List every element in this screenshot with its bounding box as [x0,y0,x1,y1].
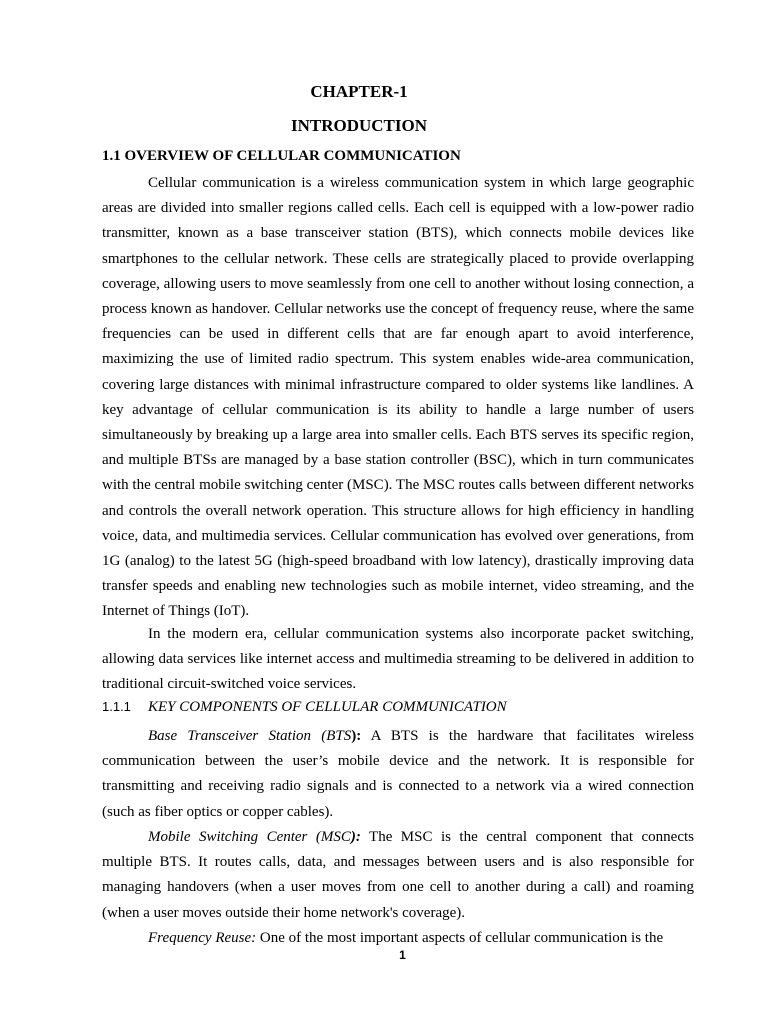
subsection-title: KEY COMPONENTS OF CELLULAR COMMUNICATION [148,699,507,715]
component-term: Base Transceiver Station (BTS [148,728,352,744]
chapter-title: INTRODUCTION [290,116,428,135]
paragraph-2-text: In the modern era, cellular communication systems also incorporate packet switching, allowing data services like internet access and multimedia streaming to be delivered in addition to traditional circuit-switched voice services. [102,626,694,693]
component-description: One of the most important aspects of cellular communication is the [256,930,664,946]
subsection-heading [102,699,507,716]
paragraph-modern-era [102,622,694,698]
component-separator: ): [351,728,362,744]
component-msc [102,825,694,926]
component-term: Mobile Switching Center (MSC [148,829,351,845]
component-term: Frequency Reuse: [148,930,257,946]
page-number: 1 [399,948,406,962]
component-description: A BTS is the hardware that facilitates wireless communication between the user’s mobile device and the network. It is responsible for transmitting and receiving radio signals and is connected to a network via a wired connection (such as fiber optics or copper cables). [102,728,694,820]
component-bts [102,724,694,825]
component-description: The MSC is the central component that connects multiple BTS. It routes calls, data, and messages between users and is also responsible for managing handovers (when a user moves from one cell to another during a call) and roaming (when a user moves outside their home network's coverage). [102,829,694,921]
paragraph-1-text: Cellular communication is a wireless communication system in which large geographic areas are divided into smaller regions called cells. Each cell is equipped with a low-power radio transmitter, known as a base transceiver station (BTS), which connects mobile devices like smartphones to the cellular network. These cells are strategically placed to provide overlapping coverage, allowing users to move seamlessly from one cell to another without losing connection, a process known as handover. Cellular networks use the concept of frequency reuse, where the same frequencies can be used in different cells that are far enough apart to avoid interference, maximizing the use of limited radio spectrum. This system enables wide-area communication, covering large distances with minimal infrastructure compared to older systems like landlines. A key advantage of cellular communication is its ability to handle a large number of users simultaneously by breaking up a large area into smaller cells. Each BTS serves its specific region, and multiple BTSs are managed by a base station controller (BSC), which in turn communicates with the central mobile switching center (MSC). The MSC routes calls between different networks and controls the overall network operation. This structure allows for high efficiency in handling voice, data, and multimedia services. Cellular communication has evolved over generations, from 1G (analog) to the latest 5G (high-speed broadband with low latency), drastically improving data transfer speeds and enabling new technologies such as mobile internet, video streaming, and the Internet of Things (IoT). [102,175,694,620]
component-separator: ): [350,829,361,845]
chapter-label: CHAPTER-1 [310,82,408,101]
subsection-number: 1.1.1 [102,699,131,714]
section-heading: 1.1 OVERVIEW OF CELLULAR COMMUNICATION [102,148,461,164]
paragraph-overview [102,171,694,625]
